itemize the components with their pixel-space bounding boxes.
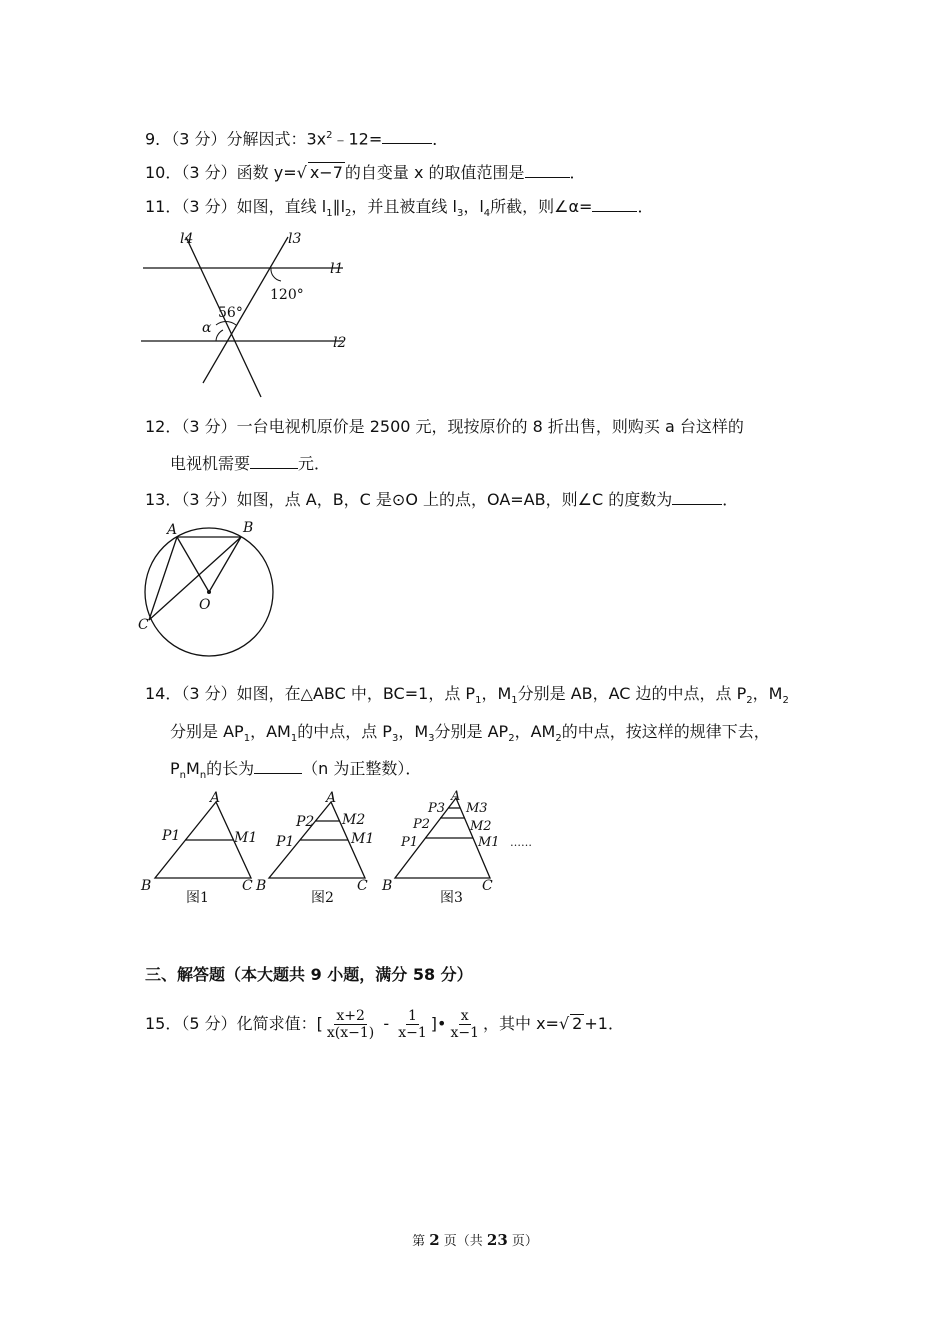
label-56: 56°: [218, 305, 243, 321]
label-b-fig2: B: [256, 878, 267, 894]
question-12-line2: 电视机需要 元．: [170, 454, 331, 473]
label-m1-fig2: M1: [351, 831, 375, 847]
question-11: 11．（3 分）如图，直线 $l_1\parallel l_2$，并且被直线 $l_3$，$l_4$所截，则∠α= ．: [145, 197, 654, 220]
question-14-line2: 分别是 $AP_1$，$AM_1$的中点，点 $P_3$，$M_3$分别是 $AP_2$，$AM_2$的中点，按这样的规律下去，: [170, 722, 770, 745]
angle-arc-120: [271, 268, 281, 281]
label-p1-fig2: P1: [276, 834, 295, 850]
answer-blank: [254, 773, 302, 774]
fraction-3: $\frac{x}{x-1}$: [450, 1008, 479, 1041]
answer-blank: [592, 211, 637, 212]
label-alpha: α: [202, 320, 212, 336]
label-m2-fig2: M2: [342, 812, 366, 828]
label-c: C: [138, 617, 149, 633]
section-heading: 三、解答题（本大题共 9 小题，满分 58 分）: [145, 965, 473, 984]
ellipsis: ……: [510, 836, 532, 849]
label-a-fig2: A: [326, 790, 337, 806]
page-total: 23: [486, 1231, 508, 1249]
answer-blank: [525, 177, 570, 178]
label-c-fig2: C: [357, 878, 368, 894]
center-point: [207, 590, 211, 594]
page-number: 2: [429, 1231, 440, 1249]
question-12: 12．（3 分）一台电视机原价是 2500 元，现按原价的 8 折出售，则购买 a 台这样的: [145, 417, 744, 436]
label-a-fig3: A: [451, 789, 461, 804]
question-14: 14．（3 分）如图，在△ABC 中，BC=1，点 $P_1$，$M_1$分别是 AB，AC 边的中点，点 $P_2$，$M_2$: [145, 684, 789, 707]
label-p2-fig3: P2: [413, 817, 431, 832]
question-15: 15．（5 分）化简求值：[ $\frac{x+2}{x(x-1)}$ - $\frac{1}{x-1}$ ]• $\frac{x}{x-1}$ ，其中 x=√ 2 +1．: [145, 1008, 624, 1041]
answer-blank: [250, 468, 298, 469]
label-b-fig1: B: [141, 878, 152, 894]
label-p1-fig3: P1: [401, 835, 419, 850]
label-m1-fig1: M1: [234, 830, 258, 846]
label-m1-fig3: M1: [478, 835, 500, 850]
label-p3-fig3: P3: [428, 801, 446, 816]
label-o: O: [199, 597, 211, 613]
label-c-fig1: C: [242, 878, 253, 894]
question-10: 10．（3 分）函数 y=√ x−7 的自变量 x 的取值范围是 ．: [145, 163, 586, 182]
label-l3: l3: [288, 231, 302, 247]
label-b-fig3: B: [382, 878, 393, 894]
fraction-1: $\frac{x+2}{x(x-1)}$: [326, 1008, 375, 1041]
answer-blank: [672, 504, 722, 505]
label-l1: l1: [330, 261, 344, 277]
answer-blank: [382, 143, 432, 144]
caption-fig3: 图3: [440, 890, 463, 906]
label-l2: l2: [333, 335, 347, 351]
figure-parallel-lines: [138, 225, 358, 405]
figure-circle: [135, 516, 280, 664]
label-p2-fig2: P2: [296, 814, 315, 830]
fraction-2: $\frac{1}{x-1}$: [398, 1008, 427, 1041]
caption-fig2: 图2: [311, 890, 334, 906]
label-120: 120°: [270, 287, 304, 303]
label-l4: l4: [180, 231, 194, 247]
sqrt-sign: √: [558, 1014, 570, 1033]
question-13: 13．（3 分）如图，点 A，B，C 是⊙O 上的点，OA=AB，则∠C 的度数为 ．: [145, 490, 739, 509]
label-b: B: [243, 520, 254, 536]
question-9: 9．（3 分）分解因式：$3x^2﹣12=$ ．: [145, 129, 449, 149]
sqrt-sign: √: [296, 163, 307, 182]
label-m3-fig3: M3: [466, 801, 488, 816]
figure-triangles: [138, 788, 538, 910]
label-a: A: [167, 522, 178, 538]
label-c-fig3: C: [482, 878, 493, 894]
label-m2-fig3: M2: [470, 819, 492, 834]
page-footer: 第 2 页（共 23 页）: [412, 1231, 538, 1249]
label-a-fig1: A: [210, 790, 221, 806]
segment-ob: [209, 537, 241, 592]
caption-fig1: 图1: [186, 890, 209, 906]
angle-arc-alpha: [216, 330, 223, 341]
line-l3: [203, 237, 288, 383]
segment-oa: [177, 537, 209, 592]
label-p1-fig1: P1: [162, 828, 181, 844]
question-14-line3: $P_nM_n$的长为 （n 为正整数）．: [170, 759, 422, 782]
